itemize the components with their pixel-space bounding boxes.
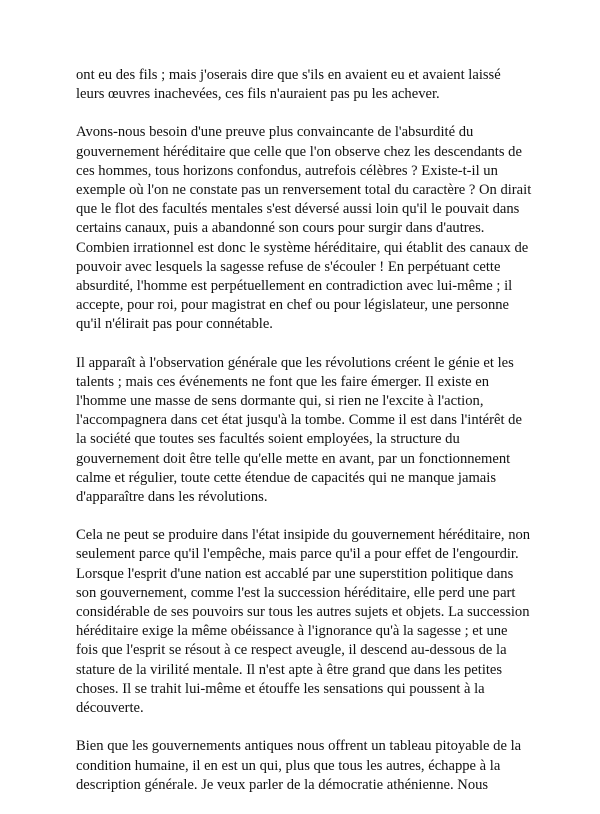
paragraph: ont eu des fils ; mais j'oserais dire que s'ils en avaient eu et avaient laissé leurs œuvres inachevées, ces fils n'auraient pas pu les achever. (76, 67, 501, 103)
paragraph: Cela ne peut se produire dans l'état insipide du gouvernement héréditaire, non seulement parce qu'il l'empêche, mais parce qu'il a pour effet de l'engourdir. Lorsque l'esprit d'une nation est accablé par une superstition politique dans son gouvernement, comme l'est la succession héréditaire, elle perd une part considérable de ses pouvoirs sur tous les autres sujets et objets. La succession héréditaire exige la même obéissance à l'ignorance qu'à la sagesse ; et une fois que l'esprit se résout à ce respect aveugle, il descend au-dessous de la stature de la virilité mentale. Il n'est apte à être grand que dans les petites choses. Il se trahit lui-même et étouffe les sensations qui poussent à la découverte. (76, 527, 531, 717)
paragraph: Il apparaît à l'observation générale que les révolutions créent le génie et les talents ; mais ces événements ne font que les faire émerger. Il existe en l'homme une masse de sens dormante qui, si rien ne l'excite à l'action, l'accompagnera dans cet état jusqu'à la tombe. Comme il est dans l'intérêt de la société que toutes ses facultés soient employées, la structure du gouvernement doit être telle qu'elle mette en avant, par un fonctionnement calme et régulier, toute cette étendue de capacités qui ne manque jamais d'apparaître dans les révolutions. (76, 354, 522, 506)
paragraph: Bien que les gouvernements antiques nous offrent un tableau pitoyable de la condition humaine, il en est un qui, plus que tous les autres, échappe à la description générale. Je veux parler de la démocratie athénienne. Nous (76, 738, 522, 793)
document-page (76, 66, 532, 814)
paragraph: Avons-nous besoin d'une preuve plus convaincante de l'absurdité du gouvernement héréditaire que celle que l'on observe chez les descendants de ces hommes, tous horizons confondus, autrefois célèbres ? Existe-t-il un exemple où l'on ne constate pas un renversement total du caractère ? On dirait que le flot des facultés mentales s'est déversé aussi loin qu'il le pouvait dans certains canaux, puis a abandonné son cours pour surgir dans d'autres. Combien irrationnel est donc le système héréditaire, qui établit des canaux de pouvoir avec lesquels la sagesse refuse de s'écouler ! En perpétuant cette absurdité, l'homme est perpétuellement en contradiction avec lui-même ; il accepte, pour roi, pour magistrat en chef ou pour législateur, une personne qu'il n'élirait pas pour connétable. (76, 124, 532, 333)
